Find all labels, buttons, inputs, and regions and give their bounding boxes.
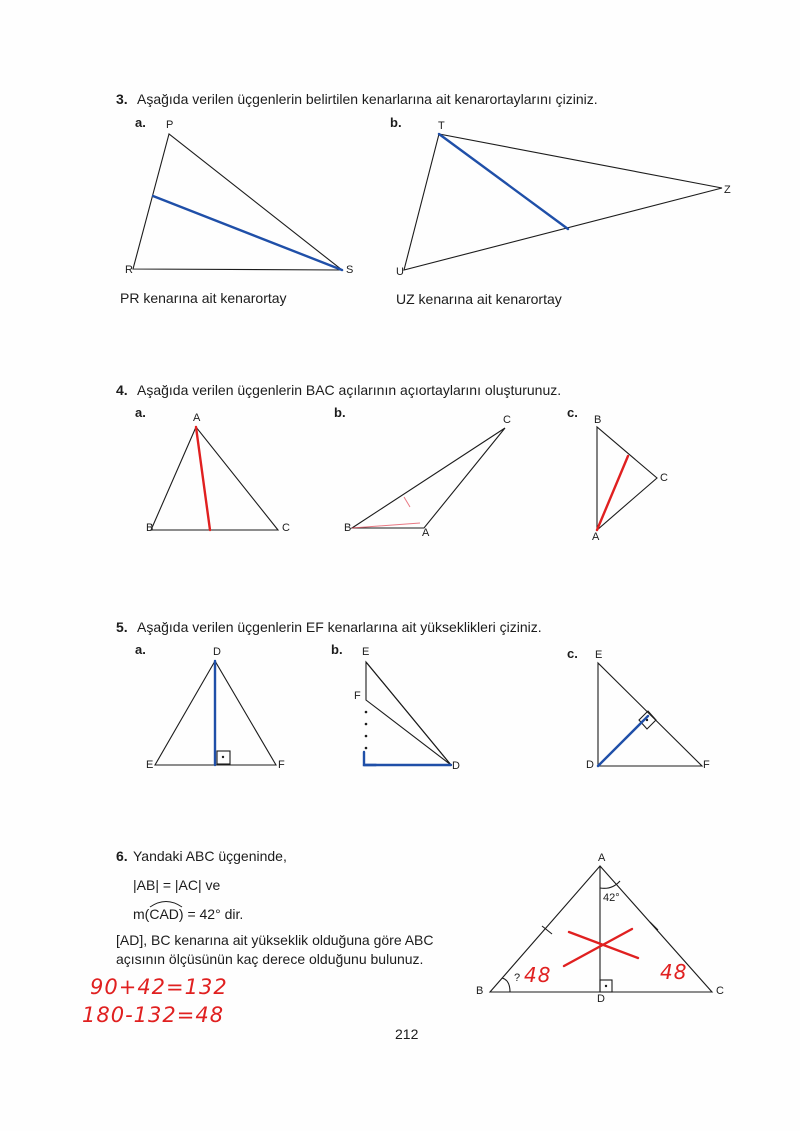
q3-number: 3. [116, 91, 128, 107]
q5c-vertex-d: D [586, 759, 594, 771]
q5b-vertex-f: F [354, 690, 361, 702]
q3a-vertex-s: S [346, 264, 354, 276]
q6-vertex-a: A [598, 852, 606, 864]
q5b-dot-4 [365, 747, 368, 750]
q6-vertex-b: B [476, 985, 484, 997]
q5c-vertex-e: E [595, 649, 603, 661]
q4c-label: c. [567, 405, 578, 420]
q5c-altitude [598, 716, 648, 766]
q5b-label: b. [331, 642, 343, 657]
q6-line4: [AD], BC kenarına ait yükseklik olduğuna göre ABC [116, 932, 434, 948]
q4a-triangle [151, 427, 278, 530]
q5c-label: c. [567, 646, 578, 661]
handwritten-line2: 180-132=48 [82, 1003, 225, 1027]
q4c-vertex-a: A [592, 531, 600, 543]
q6-triangle [490, 866, 712, 992]
q6-angle-b-arc [502, 978, 510, 992]
q3a-label: a. [135, 115, 146, 130]
q3b-vertex-t: T [438, 120, 445, 132]
q3b-triangle [404, 134, 722, 270]
q6-line3-arc: CAD [149, 906, 179, 922]
q5a-label: a. [135, 642, 146, 657]
q4c-vertex-b: B [594, 414, 602, 426]
q3a-caption: PR kenarına ait kenarortay [120, 290, 287, 306]
handwritten-angle-c: 48 [660, 960, 688, 984]
handwritten-line1: 90+42=132 [90, 975, 228, 999]
q6-line3-suffix: ) = 42° dir. [178, 906, 244, 922]
q4a-vertex-b: B [146, 522, 154, 534]
q4b-vertex-a: A [422, 527, 430, 539]
q5c-vertex-f: F [703, 759, 710, 771]
q3b-median [439, 134, 568, 229]
q5b-dot-3 [365, 735, 368, 738]
q4b-label: b. [334, 405, 346, 420]
page-number: 212 [395, 1026, 419, 1042]
q5b-dot-1 [365, 711, 368, 714]
q6-line1: Yandaki ABC üçgeninde, [133, 848, 287, 864]
q6-right-angle-dot [605, 985, 607, 987]
q4a-vertex-a: A [193, 412, 201, 424]
q5-text: Aşağıda verilen üçgenlerin EF kenarlarına ait yükseklikleri çiziniz. [137, 619, 542, 635]
q3b-vertex-z: Z [724, 184, 731, 196]
q4a-vertex-c: C [282, 522, 290, 534]
q6-vertex-d: D [597, 993, 605, 1005]
q5b-side-ed [366, 662, 451, 765]
q5b-vertex-e: E [362, 646, 370, 658]
q3a-median [153, 196, 342, 270]
q5a-right-angle-dot [222, 756, 224, 758]
q3a-vertex-r: R [125, 264, 133, 276]
q3-text: Aşağıda verilen üçgenlerin belirtilen kenarlarına ait kenarortaylarını çiziniz. [137, 91, 598, 107]
q4b-vertex-c: C [503, 414, 511, 426]
q3b-label: b. [390, 115, 402, 130]
q4c-bisector [597, 456, 628, 530]
q4b-faint-bisector [352, 497, 420, 528]
q4-text: Aşağıda verilen üçgenlerin BAC açılarının açıortaylarını oluşturunuz. [137, 382, 562, 398]
q3a-vertex-p: P [166, 119, 174, 131]
q6-line3-prefix: m( [133, 906, 150, 922]
q5a-vertex-f: F [278, 759, 285, 771]
q4b-vertex-b: B [344, 522, 352, 534]
q6-tick-ac [650, 922, 658, 930]
q4c-vertex-c: C [660, 472, 668, 484]
q5a-vertex-d: D [213, 646, 221, 658]
q6-unknown-angle: ? [514, 972, 521, 984]
q5b-dot-2 [365, 723, 368, 726]
q4a-label: a. [135, 405, 146, 420]
q6-number: 6. [116, 848, 128, 864]
q6-vertex-c: C [716, 985, 724, 997]
q5-number: 5. [116, 619, 128, 635]
q3b-vertex-u: U [396, 266, 404, 278]
q5b-vertex-d: D [452, 760, 460, 772]
q6-line5: açısının ölçüsünün kaç derece olduğunu bulunuz. [116, 951, 424, 967]
q6-line2: |AB| = |AC| ve [133, 877, 221, 893]
q4b-triangle [352, 428, 505, 528]
q5b-blue-mark [364, 752, 376, 765]
q3a-triangle [133, 134, 342, 270]
q5a-vertex-e: E [146, 759, 154, 771]
q6-angle-label: 42° [603, 892, 620, 904]
q4-number: 4. [116, 382, 128, 398]
q4c-triangle [597, 427, 657, 530]
handwritten-angle-b: 48 [524, 963, 552, 987]
q3b-caption: UZ kenarına ait kenarortay [396, 291, 562, 307]
